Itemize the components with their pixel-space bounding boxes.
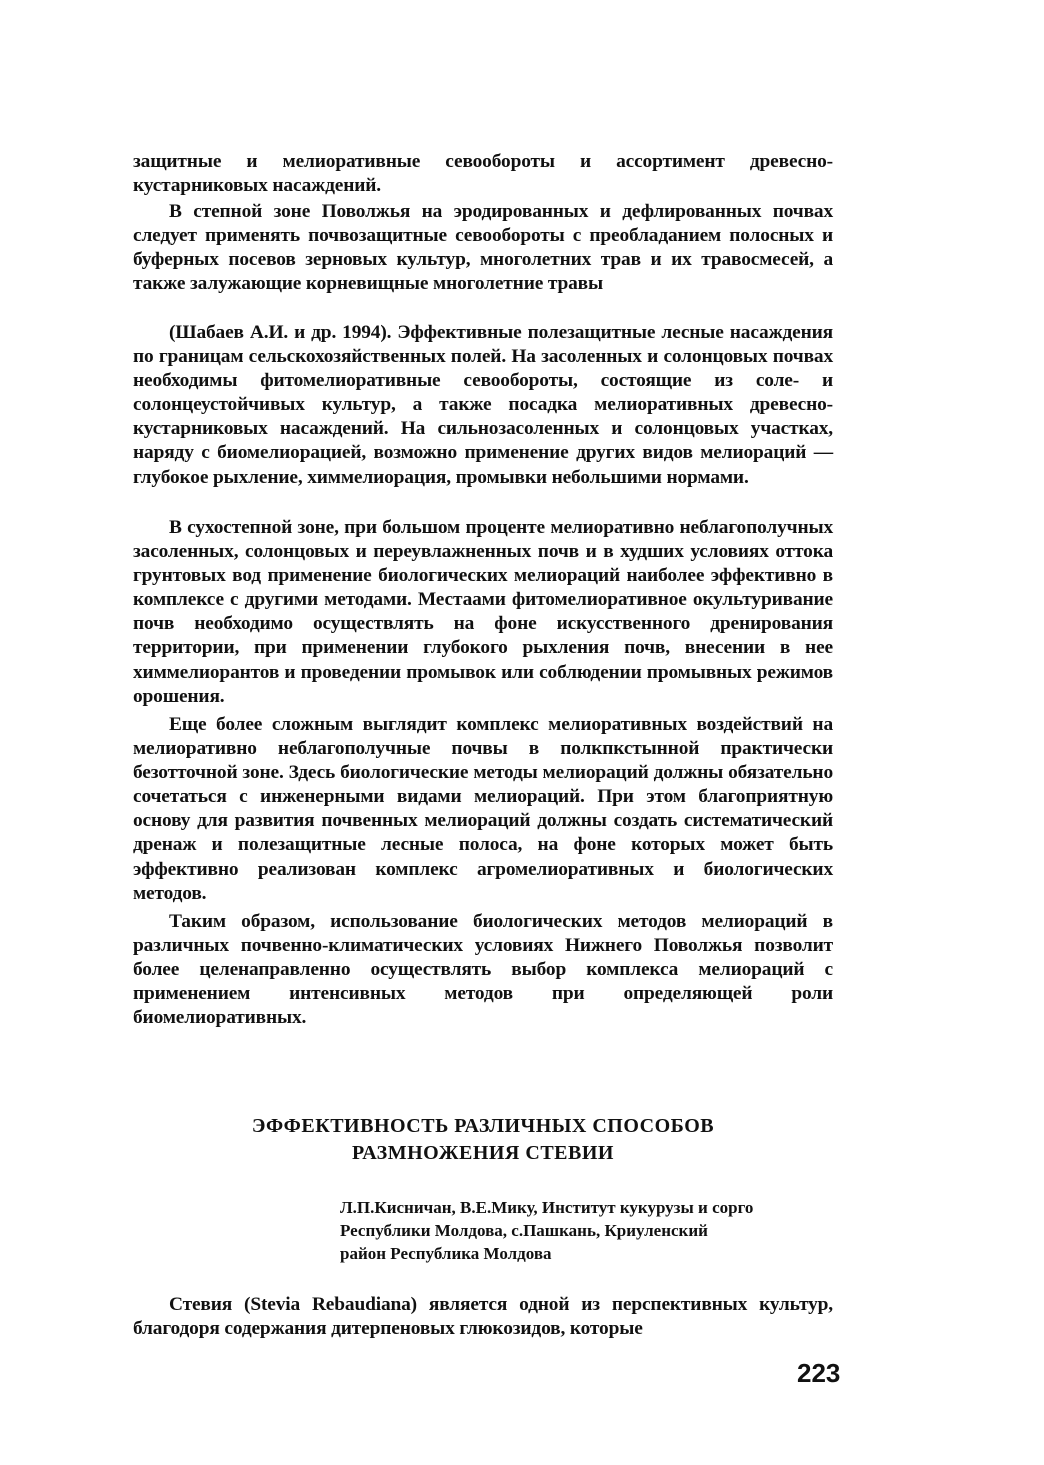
paragraph-stevia-intro: Стевия (Stevia Rebaudiana) является одной из перспективных культур, благодоря содержания дитерпеновых глюкозидов, которые [133,1294,833,1340]
paragraph-dry-steppe: В сухостепной зоне, при большом проценте мелиоративно неблагополучных засоленных, солонцовых и переувлажненных почв и в худших условиях оттока грунтовых вод применение биологических мелиораций наиболее эффективно в комплексе с другими методами. Местаами фитомелиоративное окультуривание почв необходимо осуществлять на фоне искусственного дренирования территории, при применении глубокого рыхления почв, внесении в нее химмелиорантов и проведении промывок или соблюдении промывных режимов орошения. [133,517,833,707]
paragraph-continuation: защитные и мелиоративные севообороты и ассортимент древесно-кустарниковых насаждений. [133,151,833,197]
paragraph-steppe-zone: В степной зоне Поволжья на эродированных и дефлированных почвах следует применять почвозащитные севообороты с преобладанием полосных и буферных посевов зерновых культур, многолетних трав и их травосмесей, а также залужающие корневищные многолетние травы [133,201,833,295]
author-line-2: Республики Молдова, с.Пашкань, Криуленский [340,1221,708,1240]
paragraph-citation: (Шабаев А.И. и др. 1994). Эффективные полезащитные лесные насаждения по границам сельскохозяйственных полей. На засоленных и солонцовых почвах необходимы фитомелиоративные севообороты, состоящие из соле- и солонцеустойчивых культур, а также посадка мелиоративных древесно-кустарниковых насаждений. На сильнозасоленных и солонцовых участках, наряду с биомелиорацией, возможно применение других видов мелиораций — глубокое рыхление, химмелиорация, промывки небольшими нормами. [133,322,833,488]
page-number: 223 [797,1358,841,1388]
author-line-3: район Республика Молдова [340,1244,552,1263]
paragraph-semi-desert: Еще более сложным выглядит комплекс мелиоративных воздействий на мелиоративно неблагополучные почвы в полкпкстынной практически безотточной зоне. Здесь биологические методы мелиораций должны обязательно сочетаться с инженерными видами мелиораций. При этом благоприятную основу для развития почвенных мелиораций должны создать систематический дренаж и полезащитные лесные полоса, на фоне которых может быть эффективно реализован комплекс агромелиоративных и биологических методов. [133,714,833,904]
article-title-line-2: РАЗМНОЖЕНИЯ СТЕВИИ [352,1142,614,1164]
paragraph-conclusion: Таким образом, использование биологических методов мелиораций в различных почвенно-климатических условиях Нижнего Поволжья позволит более целенаправленно осуществлять выбор комплекса мелиораций с применением интенсивных методов при определяющей роли биомелиоративных. [133,911,833,1029]
article-title [133,1113,833,1167]
article-title-line-1: ЭФФЕКТИВНОСТЬ РАЗЛИЧНЫХ СПОСОБОВ [251,1115,715,1137]
author-line-1: Л.П.Кисничан, В.Е.Мику, Институт кукурузы и сорго [340,1198,754,1217]
author-affiliation [340,1196,835,1265]
